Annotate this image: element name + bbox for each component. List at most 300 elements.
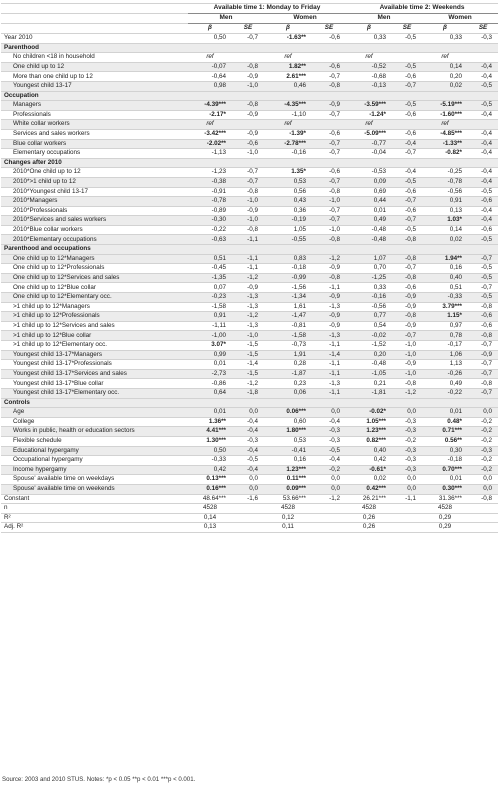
- coefficient-cell: -0,45: [188, 264, 232, 274]
- coefficient-cell: 0.30***: [422, 484, 468, 494]
- table-row: [1, 388, 498, 398]
- se-cell: -0,8: [312, 187, 346, 197]
- se-cell: 0,0: [312, 408, 346, 418]
- table-row: [1, 456, 498, 466]
- coefficient-cell: ref: [188, 53, 232, 63]
- row-label: n: [1, 504, 188, 514]
- se-cell: -0,8: [392, 254, 422, 264]
- se-cell: -0,7: [392, 331, 422, 341]
- table-row: [1, 369, 498, 379]
- se-cell: -0,7: [312, 149, 346, 159]
- header-row-sex: [1, 14, 498, 24]
- coefficient-cell: -1.39*: [264, 129, 312, 139]
- coefficient-cell: -0,22: [422, 388, 468, 398]
- coefficient-cell: 0,54: [346, 321, 392, 331]
- empty-cell: [468, 504, 498, 514]
- coefficient-cell: -4.35***: [264, 101, 312, 111]
- se-cell: -0,5: [312, 446, 346, 456]
- coefficient-cell: 0,02: [422, 235, 468, 245]
- se-cell: -1,0: [232, 197, 264, 207]
- coefficient-cell: 0,01: [188, 360, 232, 370]
- coefficient-cell: -1,13: [188, 149, 232, 159]
- se-cell: -0,7: [468, 360, 498, 370]
- empty-cell: [468, 513, 498, 523]
- empty-cell: [312, 504, 346, 514]
- coefficient-cell: 1.23***: [264, 465, 312, 475]
- coefficient-cell: 0,50: [188, 34, 232, 44]
- coefficient-cell: 0.48*: [422, 417, 468, 427]
- se-cell: -0,9: [312, 293, 346, 303]
- coefficient-cell: 1.30***: [188, 436, 232, 446]
- se-cell: -0,4: [468, 62, 498, 72]
- coefficient-cell: -1,35: [188, 273, 232, 283]
- coefficient-cell: 0.06***: [264, 408, 312, 418]
- se-cell: -0,4: [468, 72, 498, 82]
- se-cell: -0,4: [468, 168, 498, 178]
- coefficient-cell: 0.82***: [346, 436, 392, 446]
- se-cell: -1,1: [392, 494, 422, 504]
- row-label: 2010*Youngest child 13-17: [1, 187, 188, 197]
- row-label: Blue collar workers: [1, 139, 188, 149]
- se-cell: -1,0: [392, 369, 422, 379]
- empty-cell: [312, 513, 346, 523]
- row-label: Professionals: [1, 110, 188, 120]
- coefficient-cell: 1,13: [422, 360, 468, 370]
- stat-row: [1, 504, 498, 514]
- row-label: One child up to 12: [1, 62, 188, 72]
- table-row: [1, 427, 498, 437]
- header-women: Women: [422, 14, 498, 24]
- se-cell: -0,9: [468, 350, 498, 360]
- se-cell: -0,5: [392, 101, 422, 111]
- row-label: Youngest child 13-17: [1, 81, 188, 91]
- se-cell: -1,1: [312, 283, 346, 293]
- header-corner: [1, 24, 188, 34]
- coefficient-cell: 1,05: [264, 225, 312, 235]
- se-cell: -1,1: [312, 360, 346, 370]
- coefficient-cell: -0,18: [422, 456, 468, 466]
- coefficient-cell: 1.36**: [188, 417, 232, 427]
- coefficient-cell: 0,01: [188, 408, 232, 418]
- se-cell: -0,6: [312, 129, 346, 139]
- coefficient-cell: -4.85***: [422, 129, 468, 139]
- table-row: [1, 321, 498, 331]
- coefficient-cell: 0.56**: [422, 436, 468, 446]
- coefficient-cell: -0,23: [188, 293, 232, 303]
- se-cell: -0,4: [232, 446, 264, 456]
- header-row-periods: [1, 4, 498, 14]
- row-label: White collar workers: [1, 120, 188, 130]
- empty-cell: [468, 523, 498, 533]
- coefficient-cell: -1,87: [264, 369, 312, 379]
- coefficient-cell: 0,40: [422, 273, 468, 283]
- se-cell: -0,9: [232, 206, 264, 216]
- coefficient-cell: 0,53: [264, 177, 312, 187]
- se-cell: -0,3: [392, 417, 422, 427]
- coefficient-cell: ref: [346, 120, 392, 130]
- coefficient-cell: -0,73: [264, 341, 312, 351]
- se-cell: -0,2: [312, 465, 346, 475]
- row-label: 2010*Managers: [1, 197, 188, 207]
- coefficient-cell: -2.02**: [188, 139, 232, 149]
- coefficient-cell: 0,60: [264, 417, 312, 427]
- se-cell: 0,0: [468, 484, 498, 494]
- row-label: Youngest child 13-17*Services and sales: [1, 369, 188, 379]
- row-label: >1 child up to 12*Blue collar: [1, 331, 188, 341]
- stat-value: 0,11: [264, 523, 312, 533]
- coefficient-cell: -0,38: [188, 177, 232, 187]
- table-row: [1, 225, 498, 235]
- coefficient-cell: 0,78: [422, 331, 468, 341]
- se-cell: -0,3: [312, 436, 346, 446]
- coefficient-cell: 0.71***: [422, 427, 468, 437]
- empty-cell: [232, 523, 264, 533]
- table-row: [1, 216, 498, 226]
- se-cell: -0,4: [392, 168, 422, 178]
- se-cell: -0,3: [232, 436, 264, 446]
- se-cell: -0,8: [392, 235, 422, 245]
- se-cell: -0,6: [392, 129, 422, 139]
- coefficient-cell: 1.23***: [346, 427, 392, 437]
- se-cell: -0,4: [468, 110, 498, 120]
- coefficient-cell: -0,07: [188, 62, 232, 72]
- coefficient-cell: -0,99: [264, 273, 312, 283]
- se-cell: -0,6: [312, 34, 346, 44]
- se-cell: -0,2: [468, 417, 498, 427]
- row-label: Flexible schedule: [1, 436, 188, 446]
- header-se: SE: [312, 24, 346, 34]
- se-cell: -0,6: [468, 312, 498, 322]
- header-men: Men: [346, 14, 422, 24]
- se-cell: -1,1: [312, 388, 346, 398]
- se-cell: -1,0: [232, 331, 264, 341]
- coefficient-cell: 0,44: [346, 197, 392, 207]
- coefficient-cell: 0,02: [422, 81, 468, 91]
- coefficient-cell: -5.09***: [346, 129, 392, 139]
- se-cell: -0,5: [468, 235, 498, 245]
- header-beta: β: [188, 24, 232, 34]
- coefficient-cell: -3.42***: [188, 129, 232, 139]
- se-cell: -1,4: [312, 350, 346, 360]
- se-cell: -0,4: [312, 456, 346, 466]
- se-cell: -0,3: [468, 446, 498, 456]
- coefficient-cell: -0,02: [346, 331, 392, 341]
- coefficient-cell: -0,48: [346, 360, 392, 370]
- stat-value: 0,29: [422, 513, 468, 523]
- coefficient-cell: ref: [264, 53, 312, 63]
- table-row: [1, 235, 498, 245]
- row-label: >1 child up to 12*Elementary occ.: [1, 341, 188, 351]
- coefficient-cell: -3.59***: [346, 101, 392, 111]
- table-row: [1, 408, 498, 418]
- se-cell: -1,5: [232, 369, 264, 379]
- coefficient-cell: 0,01: [346, 206, 392, 216]
- coefficient-cell: -1,58: [264, 331, 312, 341]
- coefficient-cell: 0,49: [346, 216, 392, 226]
- se-cell: -1,3: [312, 379, 346, 389]
- row-label: One child up to 12*Services and sales: [1, 273, 188, 283]
- coefficient-cell: 0,33: [346, 34, 392, 44]
- header-women: Women: [264, 14, 346, 24]
- row-label: Youngest child 13-17*Professionals: [1, 360, 188, 370]
- se-cell: -0,5: [392, 34, 422, 44]
- coefficient-cell: 0,99: [188, 350, 232, 360]
- coefficient-cell: 2.61***: [264, 72, 312, 82]
- row-label: Managers: [1, 101, 188, 111]
- coefficient-cell: 0,14: [422, 62, 468, 72]
- se-cell: -1,1: [232, 254, 264, 264]
- table-row: [1, 139, 498, 149]
- coefficient-cell: ref: [422, 120, 468, 130]
- se-cell: -0,8: [232, 101, 264, 111]
- se-cell: -0,7: [392, 216, 422, 226]
- se-cell: -1,4: [232, 360, 264, 370]
- se-cell: -0,5: [468, 273, 498, 283]
- coefficient-cell: -1,58: [188, 302, 232, 312]
- row-label: Adj. R²: [1, 523, 188, 533]
- se-cell: -0,6: [312, 62, 346, 72]
- section-header-row: [1, 91, 498, 101]
- se-cell: 0,0: [392, 475, 422, 485]
- se-cell: -0,5: [468, 293, 498, 303]
- table-row: [1, 206, 498, 216]
- se-cell: -0,8: [232, 187, 264, 197]
- se-cell: -1,1: [232, 235, 264, 245]
- coefficient-cell: -0,17: [422, 341, 468, 351]
- header-beta: β: [346, 24, 392, 34]
- se-cell: -0,8: [312, 81, 346, 91]
- se-cell: -0,4: [468, 177, 498, 187]
- se-cell: -0,6: [392, 206, 422, 216]
- se-cell: -0,7: [312, 206, 346, 216]
- coefficient-cell: -0,16: [346, 293, 392, 303]
- header-period2: Available time 2: Weekends: [346, 4, 498, 14]
- section-header-row: [1, 43, 498, 53]
- coefficient-cell: 3.79***: [422, 302, 468, 312]
- coefficient-cell: 0,53: [264, 436, 312, 446]
- section-label: Changes after 2010: [1, 158, 498, 168]
- row-label: Income hypergamy: [1, 465, 188, 475]
- se-cell: 0,0: [232, 475, 264, 485]
- se-cell: -0,9: [232, 72, 264, 82]
- se-cell: -0,9: [312, 312, 346, 322]
- table-row: [1, 72, 498, 82]
- se-cell: -0,7: [468, 369, 498, 379]
- coefficient-cell: 1,07: [346, 254, 392, 264]
- se-cell: 0,0: [468, 475, 498, 485]
- se-cell: -1,0: [312, 225, 346, 235]
- row-label: More than one child up to 12: [1, 72, 188, 82]
- coefficient-cell: 0,64: [188, 388, 232, 398]
- se-cell: -0,3: [392, 456, 422, 466]
- coefficient-cell: 1.94**: [422, 254, 468, 264]
- row-label: R²: [1, 513, 188, 523]
- empty-cell: [392, 513, 422, 523]
- coefficient-cell: 1.82**: [264, 62, 312, 72]
- table-row: [1, 312, 498, 322]
- coefficient-cell: -1.33**: [422, 139, 468, 149]
- se-cell: -0,9: [232, 129, 264, 139]
- se-cell: -0,3: [468, 34, 498, 44]
- coefficient-cell: -0,33: [422, 293, 468, 303]
- coefficient-cell: -1,56: [264, 283, 312, 293]
- se-cell: -1,5: [232, 350, 264, 360]
- se-cell: -0,6: [392, 110, 422, 120]
- se-cell: -0,5: [468, 264, 498, 274]
- coefficient-cell: 0,07: [188, 283, 232, 293]
- se-cell: -0,6: [468, 321, 498, 331]
- row-label: Works in public, health or education sectors: [1, 427, 188, 437]
- row-label: Educational hypergamy: [1, 446, 188, 456]
- coefficient-cell: -0,52: [346, 62, 392, 72]
- se-cell: -0,4: [232, 427, 264, 437]
- coefficient-cell: -0,56: [346, 302, 392, 312]
- table-row: [1, 168, 498, 178]
- se-cell: -0,4: [468, 206, 498, 216]
- coefficient-cell: 0.09***: [264, 484, 312, 494]
- row-label: >1 child up to 12*Professionals: [1, 312, 188, 322]
- coefficient-cell: 0,43: [264, 197, 312, 207]
- row-label: Services and sales workers: [1, 129, 188, 139]
- table-row: [1, 62, 498, 72]
- coefficient-cell: -1,10: [264, 110, 312, 120]
- se-cell: -0,6: [392, 187, 422, 197]
- coefficient-cell: ref: [264, 120, 312, 130]
- table-row: [1, 264, 498, 274]
- se-cell: -0,7: [232, 177, 264, 187]
- coefficient-cell: 0,49: [422, 379, 468, 389]
- row-label: Youngest child 13-17*Blue collar: [1, 379, 188, 389]
- se-cell: -0,8: [232, 225, 264, 235]
- se-cell: -0,4: [468, 129, 498, 139]
- se-cell: -0,8: [468, 302, 498, 312]
- coefficient-cell: -0.61*: [346, 465, 392, 475]
- table-row: [1, 101, 498, 111]
- coefficient-cell: 0,42: [346, 456, 392, 466]
- coefficient-cell: 0,51: [188, 254, 232, 264]
- coefficient-cell: -1.63**: [264, 34, 312, 44]
- coefficient-cell: -1,52: [346, 341, 392, 351]
- se-cell: -0,7: [392, 197, 422, 207]
- coefficient-cell: -0,91: [188, 187, 232, 197]
- se-cell: -0,8: [312, 273, 346, 283]
- coefficient-cell: -1,47: [264, 312, 312, 322]
- coefficient-cell: 0,16: [264, 456, 312, 466]
- coefficient-cell: -0,78: [422, 177, 468, 187]
- se-cell: -0,8: [468, 331, 498, 341]
- se-cell: [468, 120, 498, 130]
- stat-value: 4528: [188, 504, 232, 514]
- coefficient-cell: -0,63: [188, 235, 232, 245]
- coefficient-cell: 1.05***: [346, 417, 392, 427]
- se-cell: -0,5: [468, 101, 498, 111]
- coefficient-cell: ref: [346, 53, 392, 63]
- coefficient-cell: 0,28: [264, 360, 312, 370]
- table-row: [1, 484, 498, 494]
- section-label: Controls: [1, 398, 498, 408]
- table-row: [1, 254, 498, 264]
- coefficient-cell: 26.21***: [346, 494, 392, 504]
- se-cell: -0,7: [468, 388, 498, 398]
- section-header-row: [1, 158, 498, 168]
- se-cell: -0,8: [392, 273, 422, 283]
- se-cell: -0,6: [468, 197, 498, 207]
- coefficient-cell: -0,48: [346, 235, 392, 245]
- se-cell: -0,3: [392, 446, 422, 456]
- se-cell: -1,1: [312, 369, 346, 379]
- row-label: 2010*Elementary occupations: [1, 235, 188, 245]
- se-cell: 0,0: [392, 408, 422, 418]
- se-cell: -0,7: [468, 283, 498, 293]
- se-cell: -0,6: [392, 72, 422, 82]
- header-beta: β: [264, 24, 312, 34]
- se-cell: 0,0: [312, 475, 346, 485]
- se-cell: [392, 53, 422, 63]
- coefficient-cell: 0,40: [346, 446, 392, 456]
- coefficient-cell: -1,34: [264, 293, 312, 303]
- se-cell: -0,8: [232, 62, 264, 72]
- coefficient-cell: 48.64***: [188, 494, 232, 504]
- se-cell: -0,4: [468, 139, 498, 149]
- row-label: Constant: [1, 494, 188, 504]
- se-cell: -0,9: [392, 302, 422, 312]
- se-cell: [312, 120, 346, 130]
- row-label: One child up to 12*Managers: [1, 254, 188, 264]
- se-cell: -0,8: [468, 379, 498, 389]
- table-row: [1, 293, 498, 303]
- stat-value: 0,26: [346, 523, 392, 533]
- table-row: [1, 81, 498, 91]
- coefficient-cell: -0,13: [346, 81, 392, 91]
- row-label: 2010*Services and sales workers: [1, 216, 188, 226]
- se-cell: -1,0: [392, 350, 422, 360]
- se-cell: -1,2: [312, 254, 346, 264]
- se-cell: -0,7: [392, 264, 422, 274]
- coefficient-cell: -0,56: [422, 187, 468, 197]
- se-cell: -0,8: [312, 235, 346, 245]
- row-label: 2010*Professionals: [1, 206, 188, 216]
- coefficient-cell: 0,91: [422, 197, 468, 207]
- row-label: Elementary occupations: [1, 149, 188, 159]
- se-cell: 0,0: [232, 408, 264, 418]
- source-note: Source: 2003 and 2010 STUS. Notes: *p < 0.05 **p < 0.01 ***p < 0.001.: [2, 776, 196, 783]
- row-label: Spouse' available time on weekends: [1, 484, 188, 494]
- coefficient-cell: -0,77: [346, 139, 392, 149]
- empty-cell: [392, 523, 422, 533]
- empty-cell: [232, 504, 264, 514]
- stat-value: 4528: [346, 504, 392, 514]
- se-cell: -1,1: [312, 341, 346, 351]
- coefficient-cell: -0,04: [346, 149, 392, 159]
- coefficient-cell: 1.35*: [264, 168, 312, 178]
- coefficient-cell: 0,70: [346, 264, 392, 274]
- se-cell: -0,4: [312, 417, 346, 427]
- coefficient-cell: 0,97: [422, 321, 468, 331]
- se-cell: -0,5: [468, 187, 498, 197]
- table-row: [1, 129, 498, 139]
- coefficient-cell: -0,41: [264, 446, 312, 456]
- se-cell: -0,6: [392, 283, 422, 293]
- coefficient-cell: 31.36***: [422, 494, 468, 504]
- header-se: SE: [392, 24, 422, 34]
- coefficient-cell: 0,98: [188, 81, 232, 91]
- se-cell: -1,0: [312, 197, 346, 207]
- stat-row: [1, 513, 498, 523]
- se-cell: -0,5: [392, 177, 422, 187]
- coefficient-cell: 0,01: [422, 475, 468, 485]
- coefficient-cell: -0,86: [188, 379, 232, 389]
- se-cell: -1,2: [392, 388, 422, 398]
